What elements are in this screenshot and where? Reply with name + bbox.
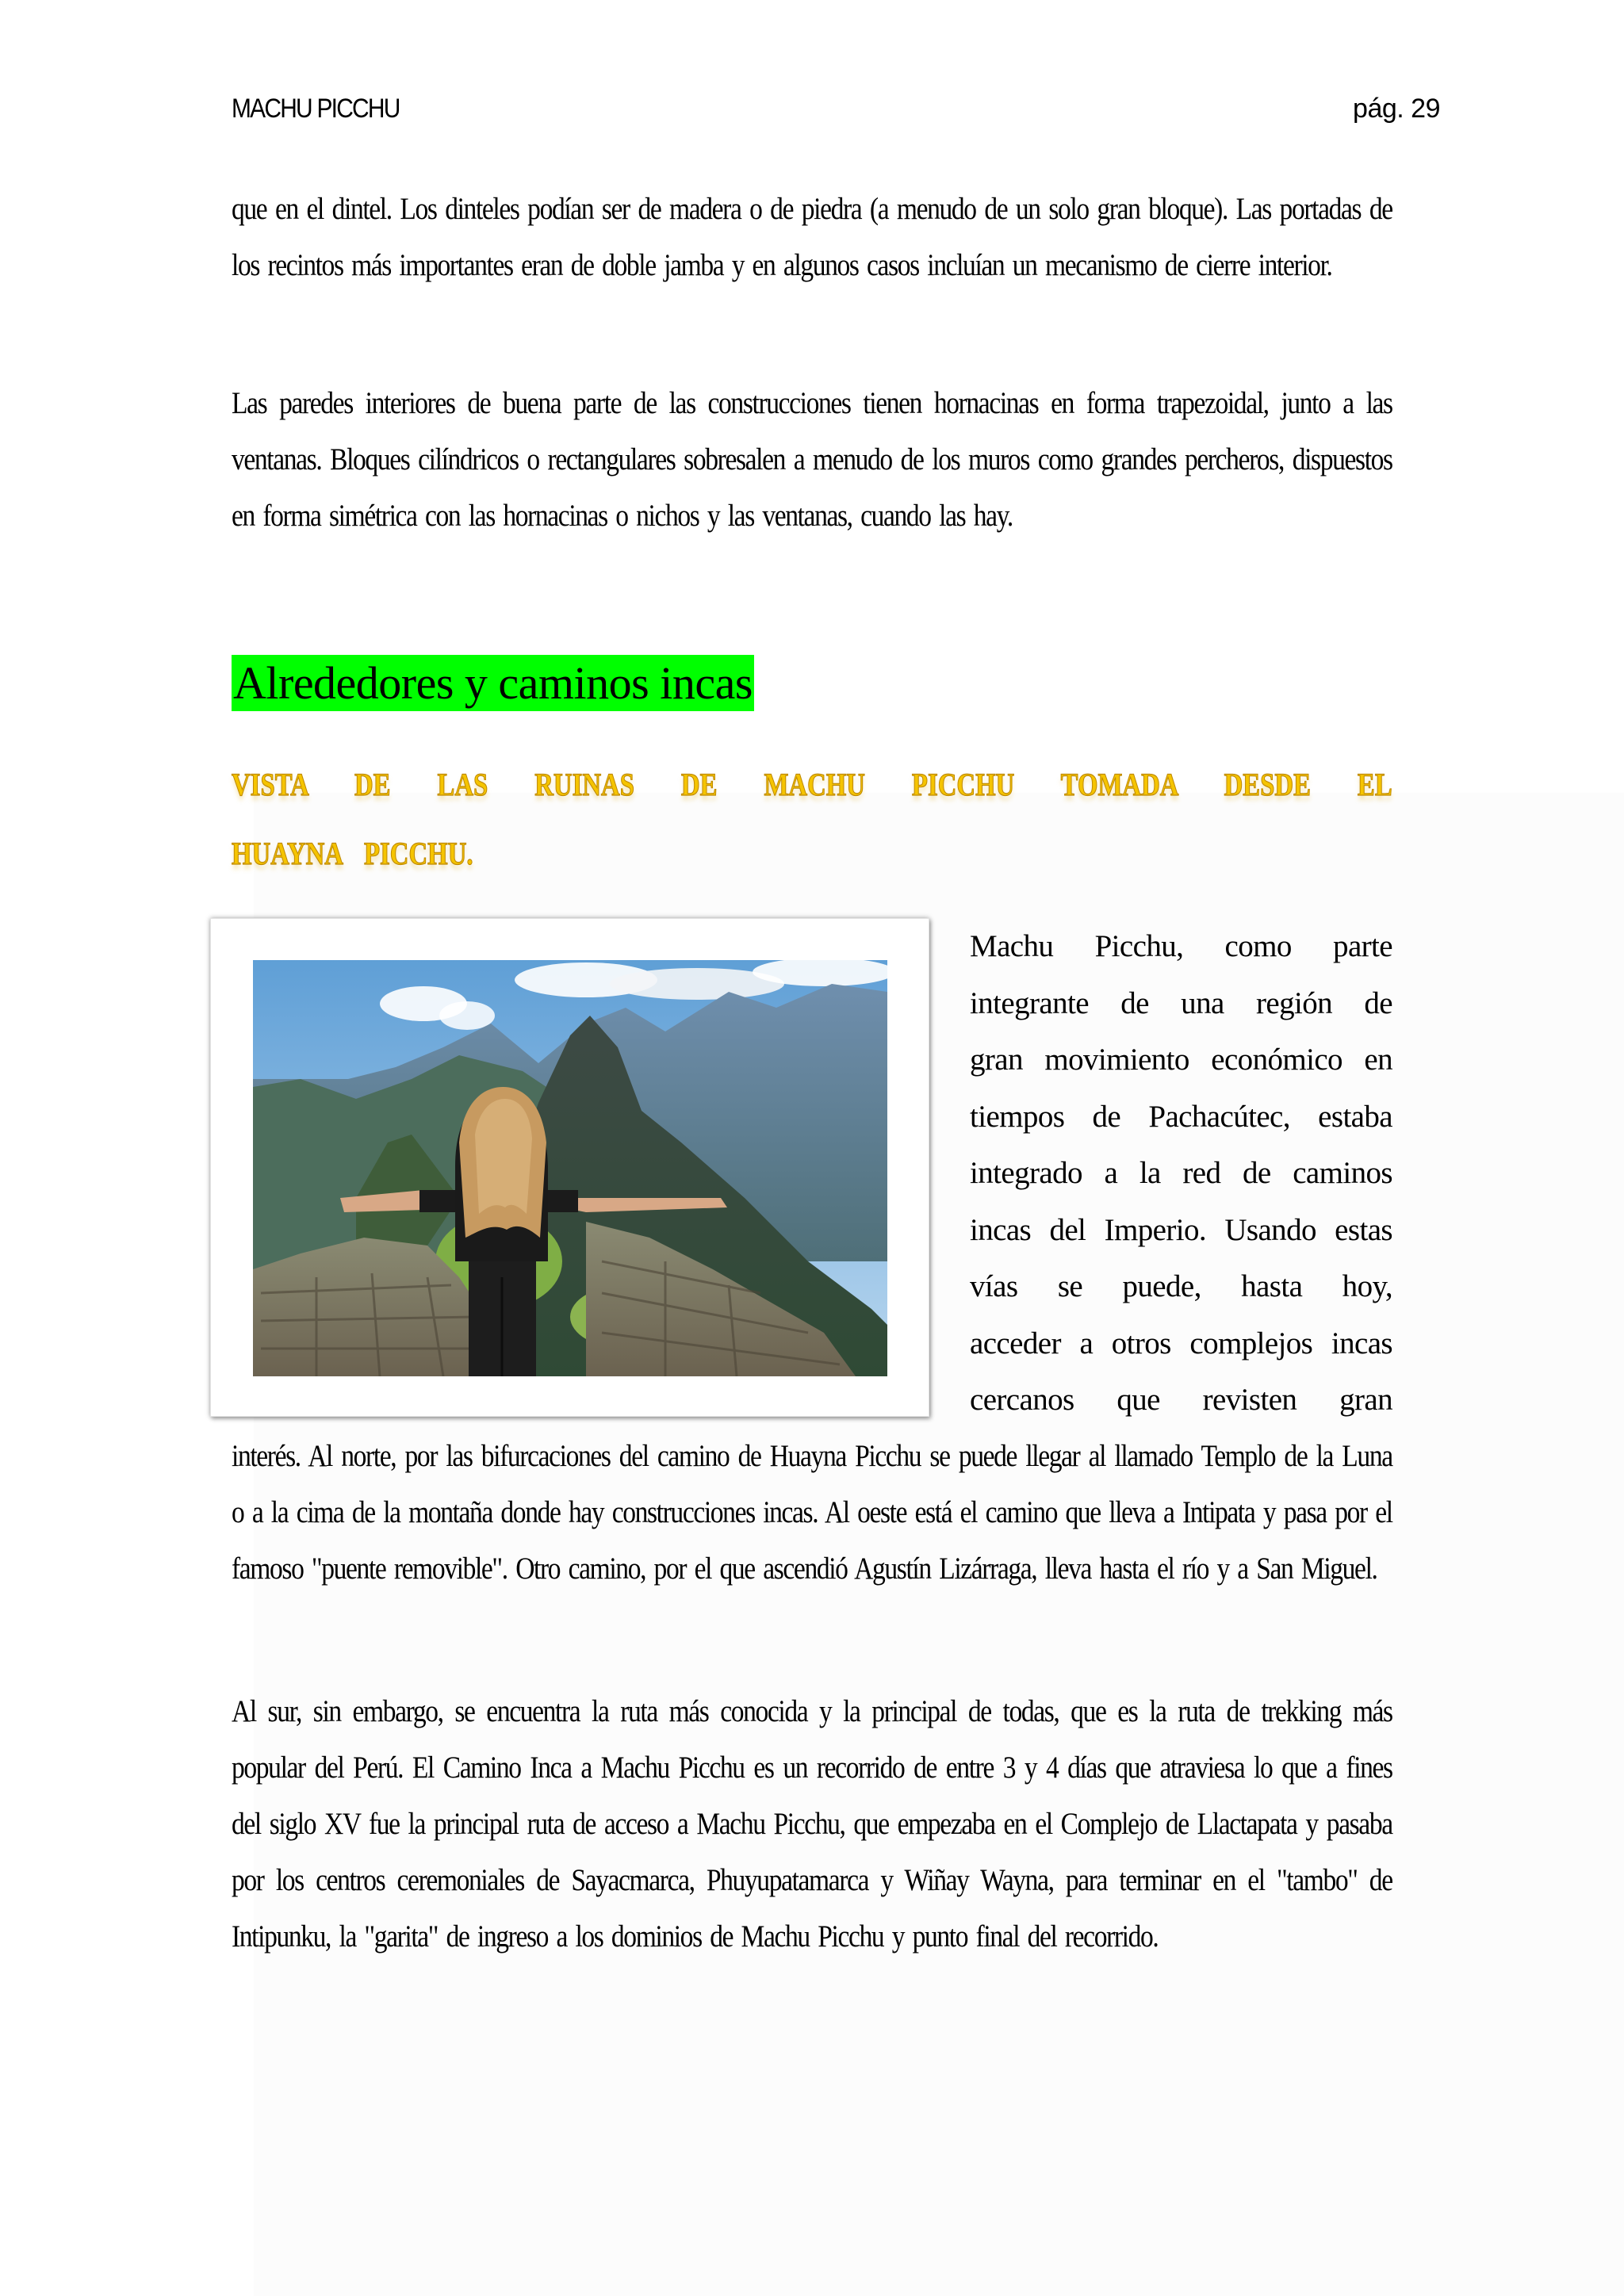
caption-heading-line-1: VISTA DE LAS RUINAS DE MACHU PICCHU TOMADA DESDE EL	[232, 767, 1392, 802]
page-number: pág. 29	[1353, 94, 1440, 124]
side-text-line: cercanos que revisten gran	[970, 1383, 1392, 1417]
side-text-line: integrado a la red de caminos	[970, 1156, 1392, 1190]
paragraph-4-container	[232, 1683, 1392, 1965]
paragraph-lintels: que en el dintel. Los dinteles podían ser de madera o de piedra (a menudo de un solo gran bloque). Las portadas de los recintos más importantes eran de doble jamba y en algunos casos incluían un mecanismo de cierre interior.	[232, 192, 1392, 282]
caption-heading	[232, 750, 1392, 888]
running-header-title: MACHU PICCHU	[232, 94, 400, 124]
figure-frame	[210, 918, 929, 1417]
side-text-line: Machu Picchu, como parte	[970, 929, 1392, 963]
side-text-line: gran movimiento económico en	[970, 1043, 1392, 1077]
paragraph-inca-trail: Al sur, sin embargo, se encuentra la ruta más conocida y la principal de todas, que es la ruta de trekking más popular del Perú. El Camino Inca a Machu Picchu es un recorrido de entre 3 y 4 días que atraviesa lo que a fines del siglo XV fue la principal ruta de acceso a Machu Picchu, que empezaba en el Complejo de Llactapata y pasaba por los centros ceremoniales de Sayacmarca, Phuyupatamarca y Wiñay Wayna, para terminar en el "tambo" de Intipunku, la "garita" de ingreso a los dominios de Machu Picchu y punto final del recorrido.	[232, 1694, 1392, 1954]
section-heading: Alrededores y caminos incas	[232, 655, 754, 711]
machu-picchu-photo	[253, 960, 887, 1376]
caption-heading-line-2: HUAYNA PICCHU.	[232, 836, 473, 871]
side-text-line: acceder a otros complejos incas	[970, 1326, 1392, 1360]
paragraph-2-container	[232, 375, 1392, 544]
paragraph-1-container	[232, 181, 1392, 293]
side-text-line: incas del Imperio. Usando estas	[970, 1212, 1392, 1247]
paragraph-3-container	[232, 1428, 1392, 1597]
side-text-line: vías se puede, hasta hoy,	[970, 1269, 1392, 1303]
paragraph-walls: Las paredes interiores de buena parte de las construcciones tienen hornacinas en forma trapezoidal, junto a las ventanas. Bloques cilíndricos o rectangulares sobresalen a menudo de los muros como grandes percheros, dispuestos en forma simétrica con las hornacinas o nichos y las ventanas, cuando las hay.	[232, 386, 1392, 533]
side-text-line: integrante de una región de	[970, 985, 1392, 1020]
paragraph-roads-north-west: interés. Al norte, por las bifurcaciones del camino de Huayna Picchu se puede llegar al llamado Templo de la Luna o a la cima de la montaña donde hay construcciones incas. Al oeste está el camino que lleva a Intipata y pasa por el famoso "puente removible". Otro camino, por el que ascendió Agustín Lizárraga, lleva hasta el río y a San Miguel.	[232, 1439, 1392, 1586]
figure-side-text	[970, 918, 1392, 1429]
side-text-line: tiempos de Pachacútec, estaba	[970, 1099, 1392, 1134]
